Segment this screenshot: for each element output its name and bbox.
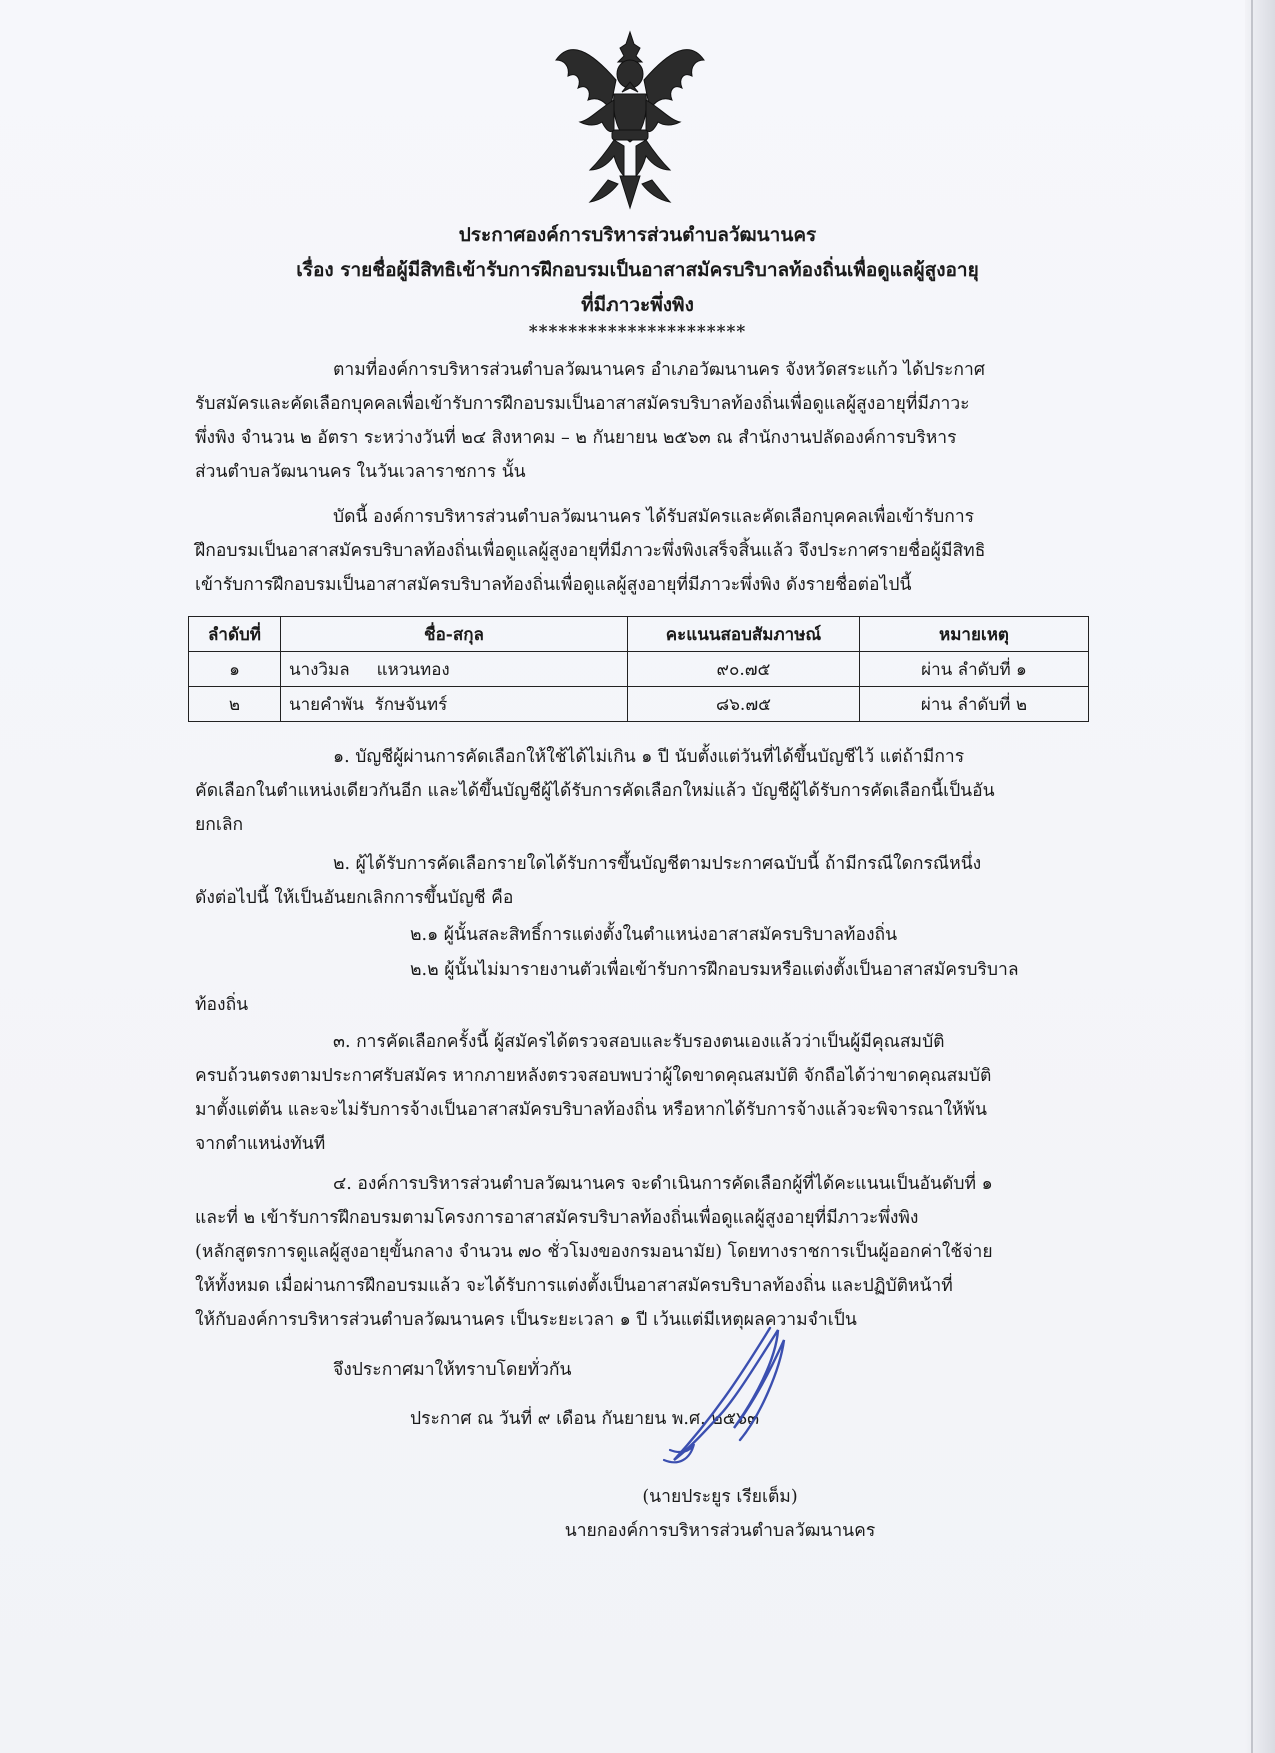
signer-name: (นายประยูร เรียเต็ม)	[642, 1487, 798, 1507]
condition-1-line1: ๑. บัญชีผู้ผ่านการคัดเลือกให้ใช้ได้ไม่เกิน ๑ ปี นับตั้งแต่วันที่ได้ขึ้นบัญชีไว้ แต่ถ้ามีการ	[333, 747, 965, 767]
document-subject-cont: ที่มีภาวะพึ่งพิง	[581, 294, 694, 316]
signature-mark	[650, 1320, 830, 1470]
table-row	[189, 687, 1089, 722]
signer-title: นายกองค์การบริหารส่วนตำบลวัฒนานคร	[564, 1521, 876, 1541]
row-no: ๑	[189, 652, 281, 687]
row-no: ๒	[189, 687, 281, 722]
condition-2-2-line1: ๒.๒ ผู้นั้นไม่มารายงานตัวเพื่อเข้ารับการฝึกอบรมหรือแต่งตั้งเป็นอาสาสมัครบริบาล	[410, 960, 1019, 980]
intro-p2-line1: บัดนี้ องค์การบริหารส่วนตำบลวัฒนานคร ได้รับสมัครและคัดเลือกบุคคลเพื่อเข้ารับการ	[333, 507, 975, 527]
intro-p1-line3: พึ่งพิง จำนวน ๒ อัตรา ระหว่างวันที่ ๒๔ สิงหาคม – ๒ กันยายน ๒๕๖๓ ณ สำนักงานปลัดองค์การบริหาร	[195, 428, 957, 448]
intro-p1-line2: รับสมัครและคัดเลือกบุคคลเพื่อเข้ารับการฝึกอบรมเป็นอาสาสมัครบริบาลท้องถิ่นเพื่อดูแลผู้สูงอายุที่มีภาวะ	[195, 394, 970, 414]
row-note: ผ่าน ลำดับที่ ๑	[860, 652, 1089, 687]
row-score: ๙๐.๗๕	[628, 652, 860, 687]
condition-4-line2: และที่ ๒ เข้ารับการฝึกอบรมตามโครงการอาสาสมัครบริบาลท้องถิ่นเพื่อดูแลผู้สูงอายุที่มีภาวะพึ่งพิง	[195, 1208, 919, 1228]
row-name: นางวิมล แหวนทอง	[281, 652, 628, 687]
garuda-emblem-icon	[550, 30, 710, 210]
condition-2-line2: ดังต่อไปนี้ ให้เป็นอันยกเลิกการขึ้นบัญชี คือ	[195, 888, 514, 908]
intro-p1-line1: ตามที่องค์การบริหารส่วนตำบลวัฒนานคร อำเภอวัฒนานคร จังหวัดสระแก้ว ได้ประกาศ	[333, 360, 985, 380]
intro-p1-line4: ส่วนตำบลวัฒนานคร ในวันเวลาราชการ นั้น	[195, 462, 526, 482]
condition-4-line1: ๔. องค์การบริหารส่วนตำบลวัฒนานคร จะดำเนินการคัดเลือกผู้ที่ได้คะแนนเป็นอันดับที่ ๑	[333, 1174, 993, 1194]
header-note: หมายเหตุ	[860, 617, 1089, 652]
condition-2-line1: ๒. ผู้ได้รับการคัดเลือกรายใดได้รับการขึ้นบัญชีตามประกาศฉบับนี้ ถ้ามีกรณีใดกรณีหนึ่ง	[333, 854, 982, 874]
row-note: ผ่าน ลำดับที่ ๒	[860, 687, 1089, 722]
condition-2-1: ๒.๑ ผู้นั้นสละสิทธิ์การแต่งตั้งในตำแหน่งอาสาสมัครบริบาลท้องถิ่น	[410, 925, 898, 945]
condition-3-line4: จากตำแหน่งทันที	[195, 1134, 326, 1154]
condition-1-line3: ยกเลิก	[195, 815, 244, 835]
document-subject: เรื่อง รายชื่อผู้มีสิทธิเข้ารับการฝึกอบรมเป็นอาสาสมัครบริบาลท้องถิ่นเพื่อดูแลผู้สูงอายุ	[296, 259, 979, 281]
title-separator: **********************	[528, 322, 747, 342]
row-name: นายคำพัน รักษจันทร์	[281, 687, 628, 722]
condition-4-line4: ให้ทั้งหมด เมื่อผ่านการฝึกอบรมแล้ว จะได้รับการแต่งตั้งเป็นอาสาสมัครบริบาลท้องถิ่น และปฏิบัติหน้าที่	[195, 1276, 953, 1296]
condition-1-line2: คัดเลือกในตำแหน่งเดียวกันอีก และได้ขึ้นบัญชีผู้ได้รับการคัดเลือกใหม่แล้ว บัญชีผู้ได้รับการคัดเลือกนี้เป็นอัน	[195, 781, 995, 801]
header-score: คะแนนสอบสัมภาษณ์	[628, 617, 860, 652]
results-table	[188, 616, 1089, 722]
intro-p2-line2: ฝึกอบรมเป็นอาสาสมัครบริบาลท้องถิ่นเพื่อดูแลผู้สูงอายุที่มีภาวะพึ่งพิงเสร็จสิ้นแล้ว จึงประกาศรายชื่อผู้มีสิทธิ	[195, 541, 986, 561]
announcement-date: ประกาศ ณ วันที่ ๙ เดือน กันยายน พ.ศ. ๒๕๖๓	[410, 1409, 760, 1429]
condition-4-line5: ให้กับองค์การบริหารส่วนตำบลวัฒนานคร เป็นระยะเวลา ๑ ปี เว้นแต่มีเหตุผลความจำเป็น	[195, 1310, 857, 1330]
header-name: ชื่อ-สกุล	[281, 617, 628, 652]
condition-3-line3: มาตั้งแต่ต้น และจะไม่รับการจ้างเป็นอาสาสมัครบริบาลท้องถิ่น หรือหากได้รับการจ้างแล้วจะพิจารณาให้พ้น	[195, 1100, 987, 1120]
condition-3-line1: ๓. การคัดเลือกครั้งนี้ ผู้สมัครได้ตรวจสอบและรับรองตนเองแล้วว่าเป็นผู้มีคุณสมบัติ	[333, 1032, 945, 1052]
announcement-closing: จึงประกาศมาให้ทราบโดยทั่วกัน	[333, 1360, 572, 1380]
header-no: ลำดับที่	[189, 617, 281, 652]
row-score: ๘๖.๗๕	[628, 687, 860, 722]
table-row	[189, 652, 1089, 687]
condition-3-line2: ครบถ้วนตรงตามประกาศรับสมัคร หากภายหลังตรวจสอบพบว่าผู้ใดขาดคุณสมบัติ จักถือได้ว่าขาดคุณสมบัติ	[195, 1066, 992, 1086]
intro-p2-line3: เข้ารับการฝึกอบรมเป็นอาสาสมัครบริบาลท้องถิ่นเพื่อดูแลผู้สูงอายุที่มีภาวะพึ่งพิง ดังรายชื่อต่อไปนี้	[195, 575, 912, 595]
table-header-row	[189, 617, 1089, 652]
condition-4-line3: (หลักสูตรการดูแลผู้สูงอายุขั้นกลาง จำนวน ๗๐ ชั่วโมงของกรมอนามัย) โดยทางราชการเป็นผู้ออกค่าใช้จ่าย	[195, 1242, 993, 1262]
document-title: ประกาศองค์การบริหารส่วนตำบลวัฒนานคร	[458, 224, 817, 246]
condition-2-2-line2: ท้องถิ่น	[195, 995, 249, 1015]
